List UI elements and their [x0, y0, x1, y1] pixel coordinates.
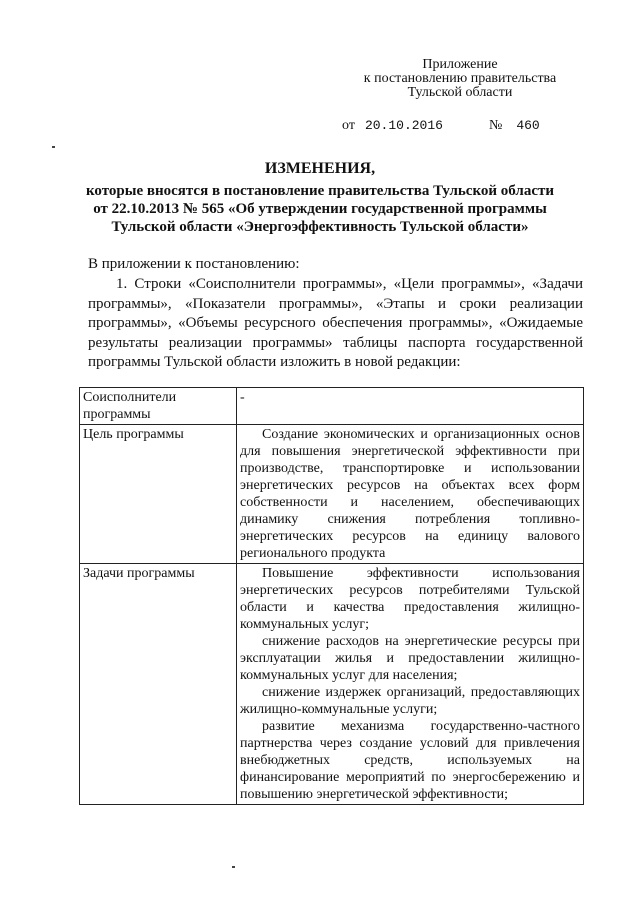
row-content [237, 564, 584, 805]
approval-line-1: Приложение [422, 57, 498, 72]
table-row [80, 425, 584, 564]
body-paragraph: 1. Строки «Соисполнители программы», «Цели программы», «Задачи программы», «Показатели программы», «Этапы и сроки реализации программы», «Объемы ресурсного обеспечения программы», «Ожидаемые результаты реализации программы» таблицы паспорта государственной программы Тульской области изложить в новой редакции: [88, 276, 583, 370]
scan-speck [232, 866, 235, 868]
row-paragraph: снижение расходов на энергетические ресурсы при эксплуатации жилья и предоставлении жилищно-коммунальных услуг для населения; [240, 634, 580, 683]
approval-block [355, 58, 565, 100]
row-paragraph: - [240, 390, 245, 405]
title-line-3: Тульской области «Энергоэффективность Тульской области» [111, 219, 529, 235]
scan-speck [52, 146, 55, 148]
approval-line-3: Тульской области [407, 85, 513, 100]
number-label: № [488, 118, 503, 133]
row-paragraph: снижение издержек организаций, предоставляющих жилищно-коммунальные услуги; [240, 685, 580, 717]
row-paragraph: Повышение эффективности использования энергетических ресурсов потребителями Тульской области и качества предоставления жилищно-коммунальных услуг; [240, 566, 580, 632]
document-number: 460 [516, 118, 540, 133]
document-title [60, 160, 580, 236]
approval-line-2: к постановлению правительства [363, 71, 557, 86]
document-date: 20.10.2016 [364, 118, 443, 133]
row-content [237, 388, 584, 425]
title-line-2: от 22.10.2013 № 565 «Об утверждении государственной программы [93, 201, 547, 217]
row-content [237, 425, 584, 564]
row-label: Задачи программы [80, 564, 237, 805]
table-row [80, 388, 584, 425]
document-date-number [342, 118, 540, 134]
title-heading: ИЗМЕНЕНИЯ, [264, 160, 376, 177]
row-label: Цель программы [80, 425, 237, 564]
row-label: Соисполнители программы [80, 388, 237, 425]
intro-text: В приложении к постановлению: [88, 256, 300, 272]
title-line-1: которые вносятся в постановление правительства Тульской области [85, 183, 555, 199]
table-row [80, 564, 584, 805]
row-paragraph: Создание экономических и организационных основ для повышения энергетической эффективности при производстве, транспортировке и использовании энергетических ресурсов на объектах всех форм собственности и населением, обеспечивающих динамику снижения потребления топливно-энергетических ресурсов на единицу валового регионального продукта [240, 427, 580, 561]
row-paragraph: развитие механизма государственно-частного партнерства через создание условий для привлечения внебюджетных средств, используемых на финансирование мероприятий по энергосбережению и повышению энергетической эффективности; [240, 719, 580, 802]
passport-table [79, 387, 584, 805]
date-from-label: от [342, 118, 355, 133]
